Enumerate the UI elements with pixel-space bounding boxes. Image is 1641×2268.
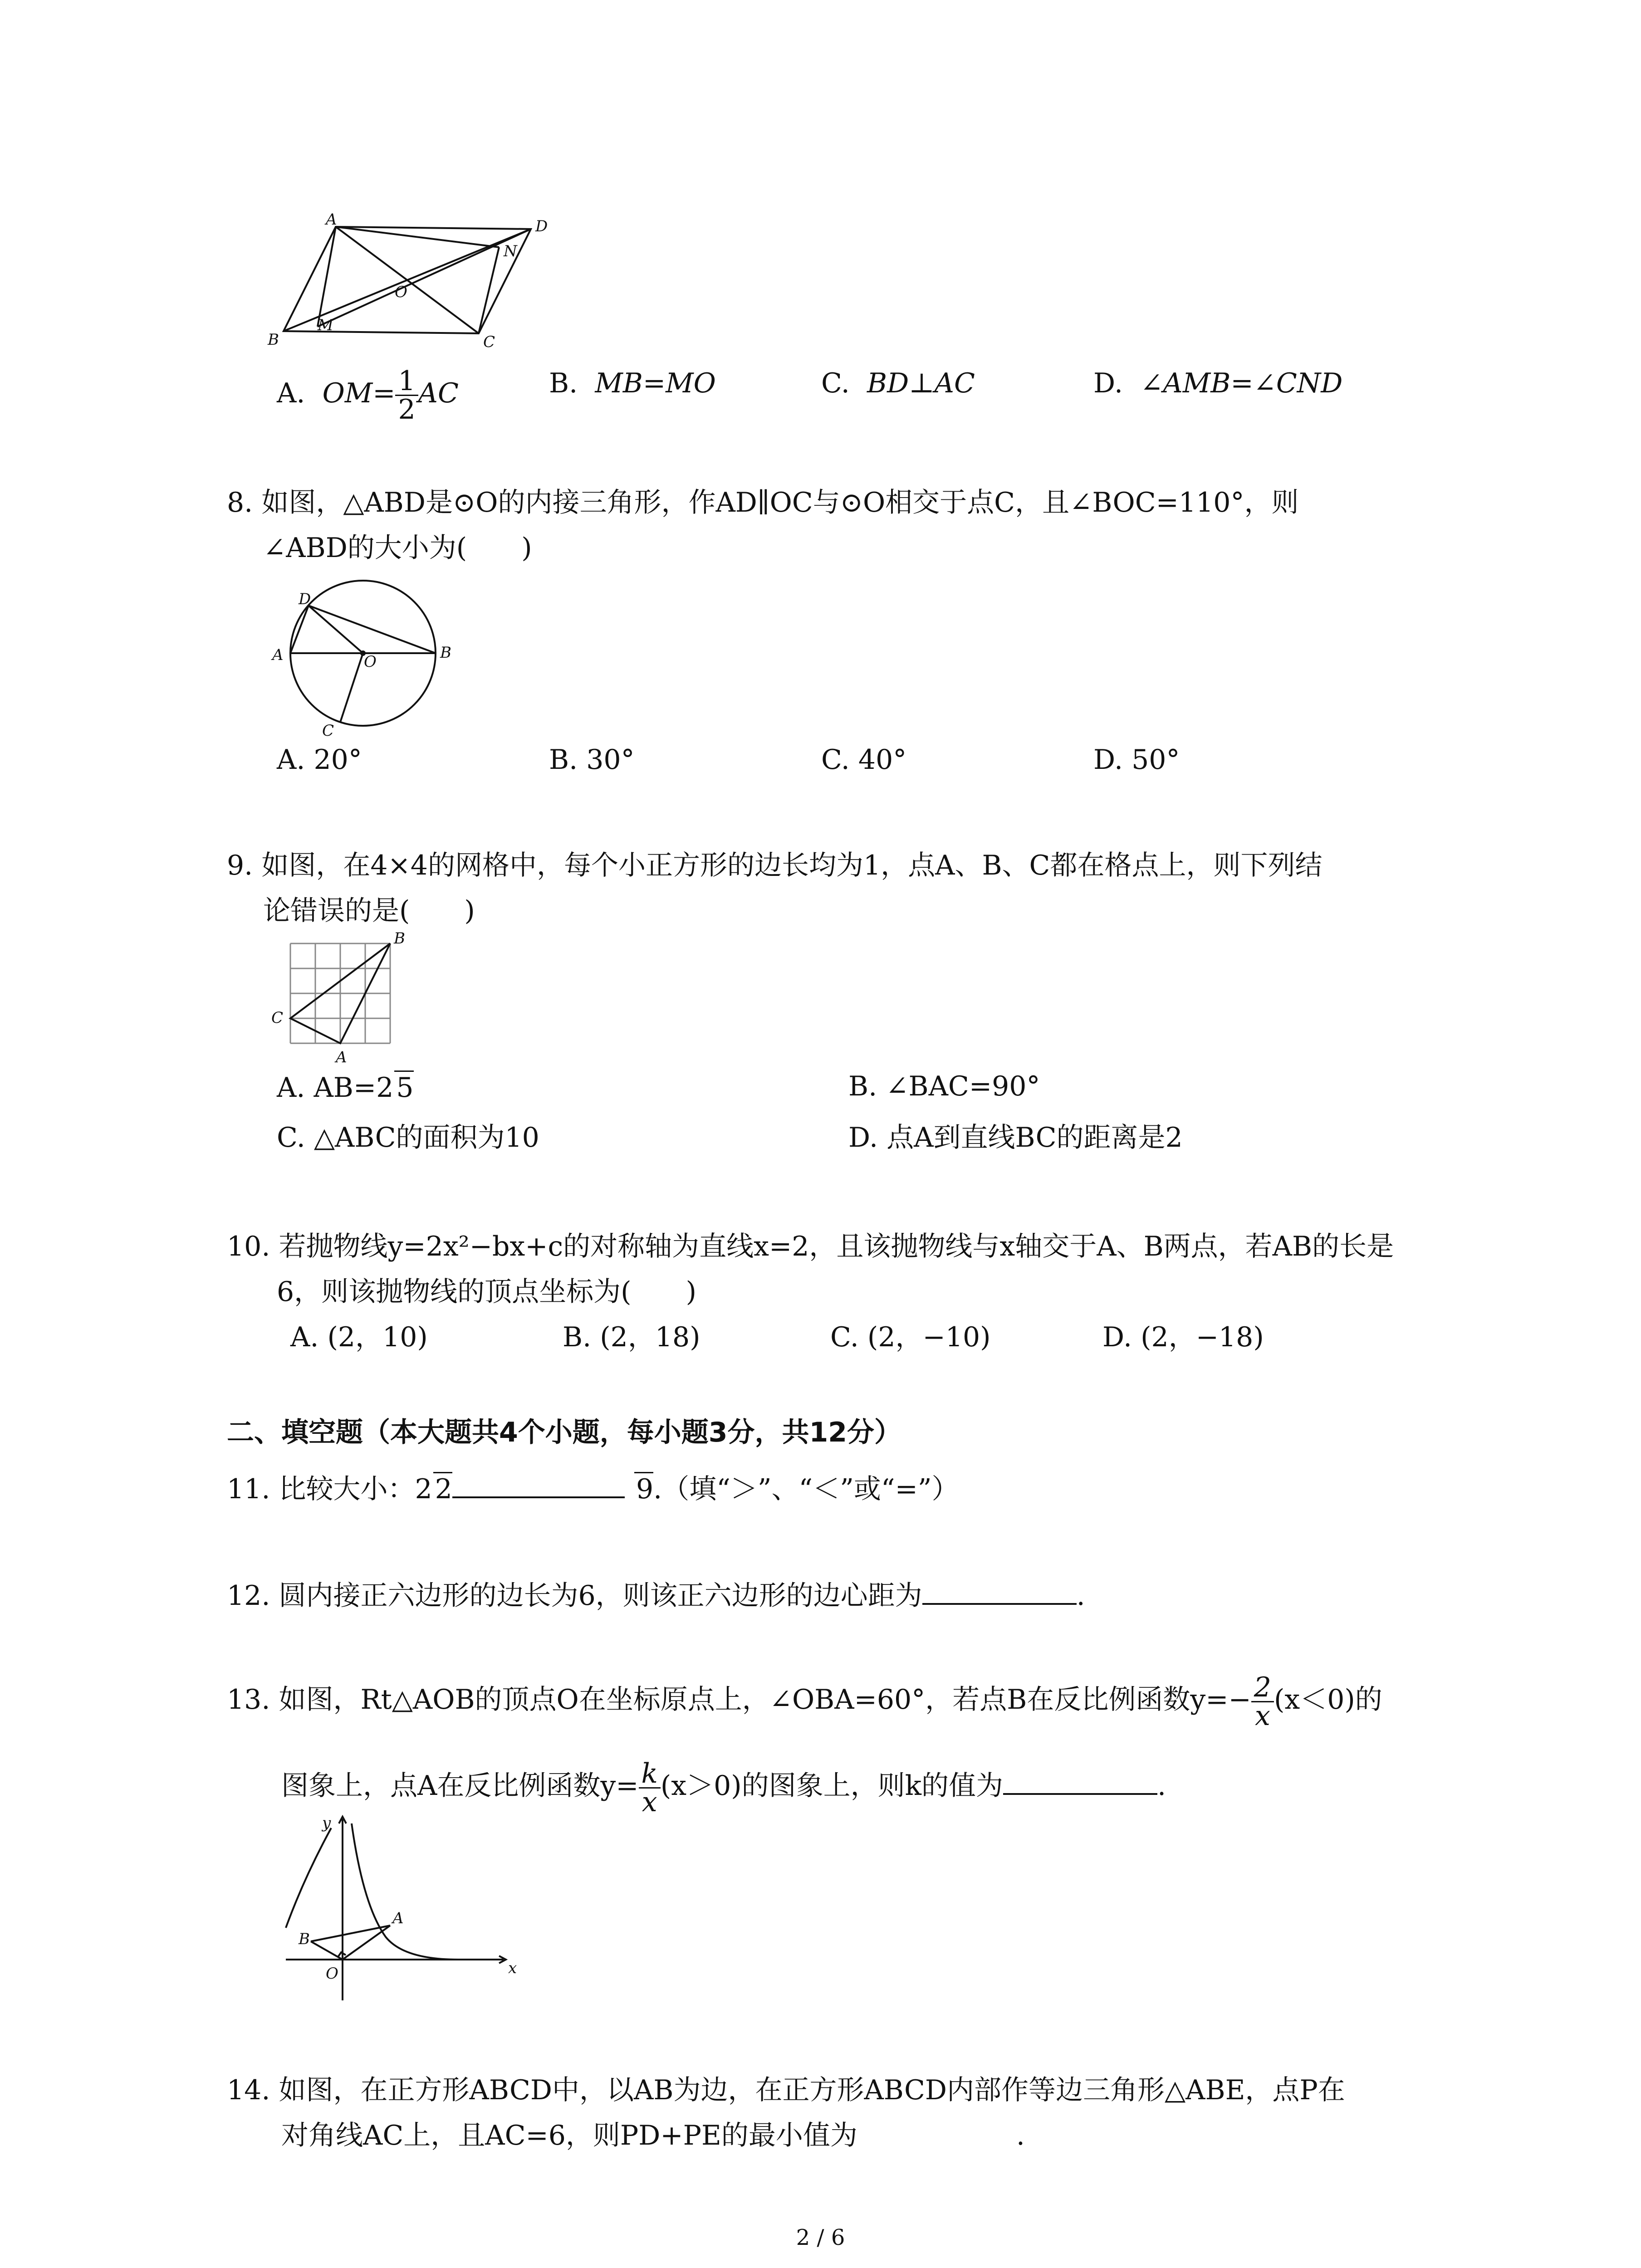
q7-option-a-label: A.	[277, 377, 305, 410]
q11-radical-1: 2	[433, 1472, 452, 1505]
q8-label-c: C	[322, 722, 334, 739]
section-2-heading: 二、填空题（本大题共4个小题，每小题3分，共12分）	[227, 1417, 901, 1448]
q9-stem-line1: 9. 如图，在4×4的网格中，每个小正方形的边长均为1，点A、B、C都在格点上，则下列结	[227, 850, 1323, 881]
q13-label-a: A	[392, 1909, 404, 1927]
q13-label-o: O	[326, 1965, 338, 1983]
q8-stem-line2: ∠ABD的大小为( )	[263, 532, 532, 564]
q14-line2: 对角线AC上，且AC=6，则PD+PE的最小值为 .	[281, 2120, 1025, 2151]
q7-parallelogram-figure	[259, 213, 567, 349]
q8-option-c: C. 40°	[821, 744, 907, 776]
q7-option-d: D. ∠AMB=∠CND	[1093, 367, 1343, 399]
q7-label-m: M	[318, 316, 333, 334]
q10-stem-line1: 10. 若抛物线y=2x²−bx+c的对称轴为直线x=2，且该抛物线与x轴交于A、B两点，若AB的长是	[227, 1231, 1394, 1262]
q8-circle-figure	[263, 576, 463, 739]
q7-label-d: D	[535, 217, 548, 235]
q9-label-b: B	[394, 930, 405, 948]
q10-option-d: D. (2，−18)	[1102, 1321, 1264, 1353]
q7-label-a: A	[326, 213, 337, 229]
q13-line2: 图象上，点A在反比例函数y= $\frac{k}{x}$ (x＞0)的图象上，则k的值为 .	[281, 1758, 1166, 1818]
q9-grid-figure	[263, 930, 417, 1066]
q11-radical-2: 9	[634, 1472, 653, 1505]
q11: 11. 比较大小：2 2 9.（填“＞”、“＜”或“=”）	[227, 1467, 959, 1506]
q7-label-c: C	[483, 333, 495, 349]
q13-label-x: x	[508, 1959, 517, 1977]
q10-option-c: C. (2，−10)	[830, 1321, 991, 1353]
q9-option-d: D. 点A到直线BC的距离是2	[848, 1122, 1183, 1154]
q13-answer-blank[interactable]	[1003, 1768, 1157, 1795]
q8-option-a: A. 20°	[277, 744, 362, 776]
page-number: 2 / 6	[796, 2225, 845, 2250]
q13-coordinate-figure	[277, 1810, 531, 2009]
q7-option-a-pre: OM=	[322, 377, 396, 410]
q8-option-b: B. 30°	[549, 744, 635, 776]
q7-option-b: B. MB=MO	[549, 367, 716, 399]
q10-option-b: B. (2，18)	[563, 1321, 700, 1353]
q9-option-a: A. AB=2 5	[277, 1070, 414, 1104]
q7-options	[277, 367, 459, 423]
q9-option-c: C. △ABC的面积为10	[277, 1122, 539, 1154]
q14-line1: 14. 如图，在正方形ABCD中，以AB为边，在正方形ABCD内部作等边三角形△ABE，点P在	[227, 2074, 1345, 2106]
q11-answer-blank[interactable]	[452, 1471, 625, 1498]
q13-line1: 13. 如图，Rt△AOB的顶点O在坐标原点上，∠OBA=60°，若点B在反比例函数y=− $\frac{2}{x}$ (x＜0)的	[227, 1672, 1382, 1732]
q9-option-b: B. ∠BAC=90°	[848, 1070, 1040, 1102]
q9-stem-line2: 论错误的是( )	[263, 895, 475, 927]
q13-label-b: B	[299, 1930, 310, 1948]
q12: 12. 圆内接正六边形的边长为6，则该正六边形的边心距为 .	[227, 1574, 1085, 1613]
q8-label-a: A	[272, 646, 284, 664]
q7-option-a-fraction: $\frac{1}{2}$	[395, 367, 418, 423]
q8-label-b: B	[440, 644, 451, 662]
q8-option-d: D. 50°	[1093, 744, 1180, 776]
q7-option-c: C. BD⊥AC	[821, 367, 975, 399]
q10-stem-line2: 6，则该抛物线的顶点坐标为( )	[277, 1276, 696, 1308]
q8-label-d: D	[299, 590, 311, 608]
q7-option-a-post: AC	[418, 377, 459, 410]
q7-label-b: B	[268, 331, 279, 349]
q9-label-c: C	[271, 1009, 284, 1027]
q7-label-n: N	[504, 242, 517, 260]
q10-option-a: A. (2，10)	[290, 1321, 428, 1353]
q8-stem-line1: 8. 如图，△ABD是⊙O的内接三角形，作AD∥OC与⊙O相交于点C，且∠BOC=110°，则	[227, 487, 1299, 518]
q9-label-a: A	[336, 1048, 347, 1066]
q12-answer-blank[interactable]	[922, 1578, 1077, 1605]
q13-label-y: y	[322, 1814, 331, 1832]
q8-label-o: O	[364, 653, 377, 671]
q7-label-o: O	[395, 283, 407, 301]
